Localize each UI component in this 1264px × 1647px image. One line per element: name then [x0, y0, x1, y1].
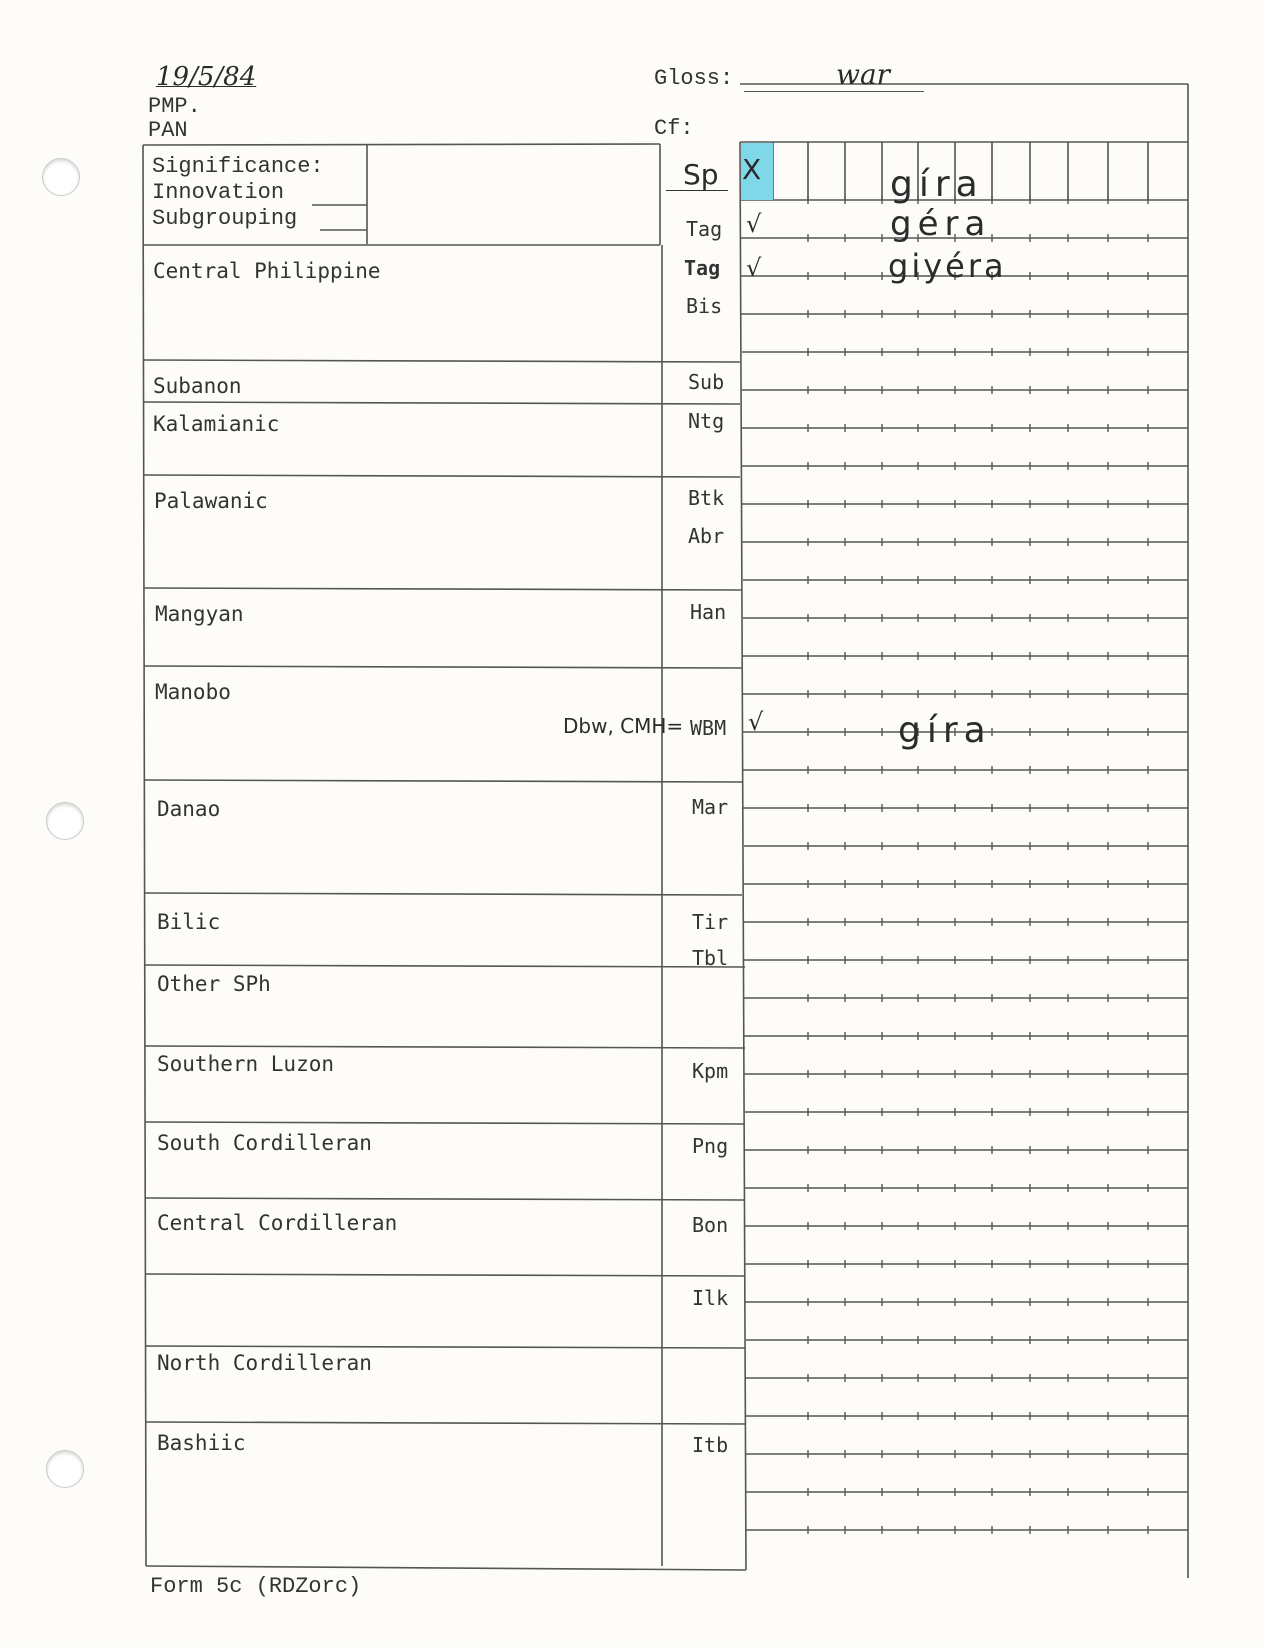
- sp-strike: [666, 190, 728, 191]
- sp-form: gíra: [890, 164, 984, 205]
- gloss-label: Gloss:: [654, 66, 734, 91]
- abbr-sp: Sp: [683, 158, 719, 191]
- abbr-tbl: Tbl: [692, 946, 729, 970]
- date: 19/5/84: [156, 62, 257, 92]
- abbr-kpm: Kpm: [692, 1059, 729, 1083]
- group-southern-luzon: Southern Luzon: [157, 1052, 335, 1076]
- group-danao: Danao: [157, 797, 221, 821]
- abbr-tag: Tag: [686, 217, 723, 241]
- cf-label: Cf:: [654, 116, 694, 141]
- group-other-sph: Other SPh: [157, 972, 271, 996]
- abbr-mar: Mar: [692, 795, 729, 819]
- wbm-note: Dbw, CMH=: [563, 714, 684, 738]
- innovation-label: Innovation: [152, 180, 285, 205]
- wbm-mark: √: [748, 708, 764, 736]
- wbm-form: gíra: [898, 710, 992, 751]
- group-mangyan: Mangyan: [155, 602, 244, 626]
- abbr-sub: Sub: [688, 370, 725, 394]
- abbr-bis: Bis: [686, 294, 723, 318]
- tag-mark: √: [746, 210, 762, 238]
- significance-title: Significance:: [152, 154, 324, 179]
- abbr-png: Png: [692, 1134, 729, 1158]
- gloss-underline: [744, 91, 924, 92]
- group-bashiic: Bashiic: [157, 1431, 246, 1455]
- pmp-label: PMP.: [148, 94, 201, 119]
- group-kalamianic: Kalamianic: [153, 412, 280, 436]
- gloss-value: war: [836, 58, 891, 91]
- group-subanon: Subanon: [153, 374, 242, 398]
- abbr-abr: Abr: [688, 524, 725, 548]
- group-palawanic: Palawanic: [154, 489, 268, 513]
- abbr-btk: Btk: [688, 486, 725, 510]
- abbr-bon: Bon: [692, 1213, 729, 1237]
- group-bilic: Bilic: [157, 910, 221, 934]
- pan-label: PAN: [148, 118, 188, 143]
- form-footer: Form 5c (RDZorc): [150, 1574, 362, 1599]
- group-central-cordilleran: Central Cordilleran: [157, 1211, 398, 1235]
- tag2-mark: √: [746, 254, 762, 282]
- abbr-itb: Itb: [692, 1433, 729, 1457]
- abbr-tag-overwrite: Tag: [684, 256, 721, 280]
- tag2-form: giyéra: [888, 247, 1007, 285]
- tag-form: géra: [890, 204, 992, 244]
- sp-mark: X: [742, 153, 762, 186]
- group-north-cordilleran: North Cordilleran: [157, 1351, 372, 1375]
- subgrouping-label: Subgrouping: [152, 206, 298, 231]
- abbr-ntg: Ntg: [688, 409, 725, 433]
- abbr-tir: Tir: [692, 910, 729, 934]
- group-manobo: Manobo: [155, 680, 231, 704]
- group-central-philippine: Central Philippine: [153, 259, 381, 283]
- abbr-ilk: Ilk: [692, 1286, 729, 1310]
- abbr-wbm: WBM: [690, 716, 727, 740]
- abbr-han: Han: [690, 600, 727, 624]
- group-south-cordilleran: South Cordilleran: [157, 1131, 372, 1155]
